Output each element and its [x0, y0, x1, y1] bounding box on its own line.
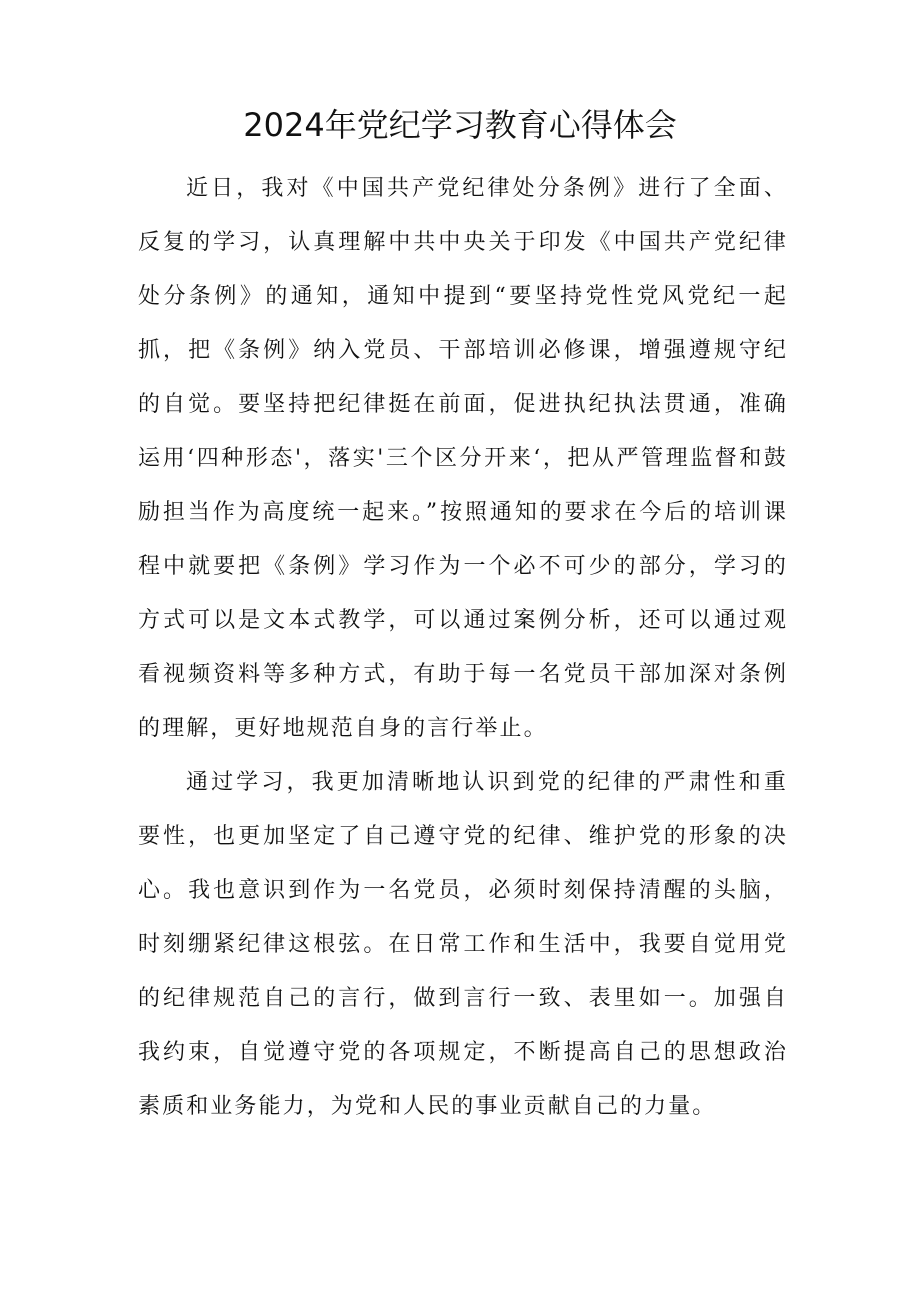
- paragraph-2: 通过学习，我更加清晰地认识到党的纪律的严肃性和重要性，也更加坚定了自己遵守党的纪律、维护党的形象的决心。我也意识到作为一名党员，必须时刻保持清醒的头脑，时刻绷紧纪律这根弦。在日常工作和生活中，我要自觉用党的纪律规范自己的言行，做到言行一致、表里如一。加强自我约束，自觉遵守党的各项规定，不断提高自己的思想政治素质和业务能力，为党和人民的事业贡献自己的力量。: [138, 770, 788, 1119]
- document-body: [138, 162, 788, 1134]
- paragraph-1: 近日，我对《中国共产党纪律处分条例》进行了全面、反复的学习，认真理解中共中央关于印发《中国共产党纪律处分条例》的通知，通知中提到“要坚持党性党风党纪一起抓，把《条例》纳入党员、干部培训必修课，增强遵规守纪的自觉。要坚持把纪律挺在前面，促进执纪执法贯通，准确运用‘四种形态'，落实'三个区分开来‘，把从严管理监督和鼓励担当作为高度统一起来。”按照通知的要求在今后的培训课程中就要把《条例》学习作为一个必不可少的部分，学习的方式可以是文本式教学，可以通过案例分析，还可以通过观看视频资料等多种方式，有助于每一名党员干部加深对条例的理解，更好地规范自身的言行举止。: [138, 176, 788, 741]
- document-title: 2024年党纪学习教育心得体会: [243, 106, 677, 144]
